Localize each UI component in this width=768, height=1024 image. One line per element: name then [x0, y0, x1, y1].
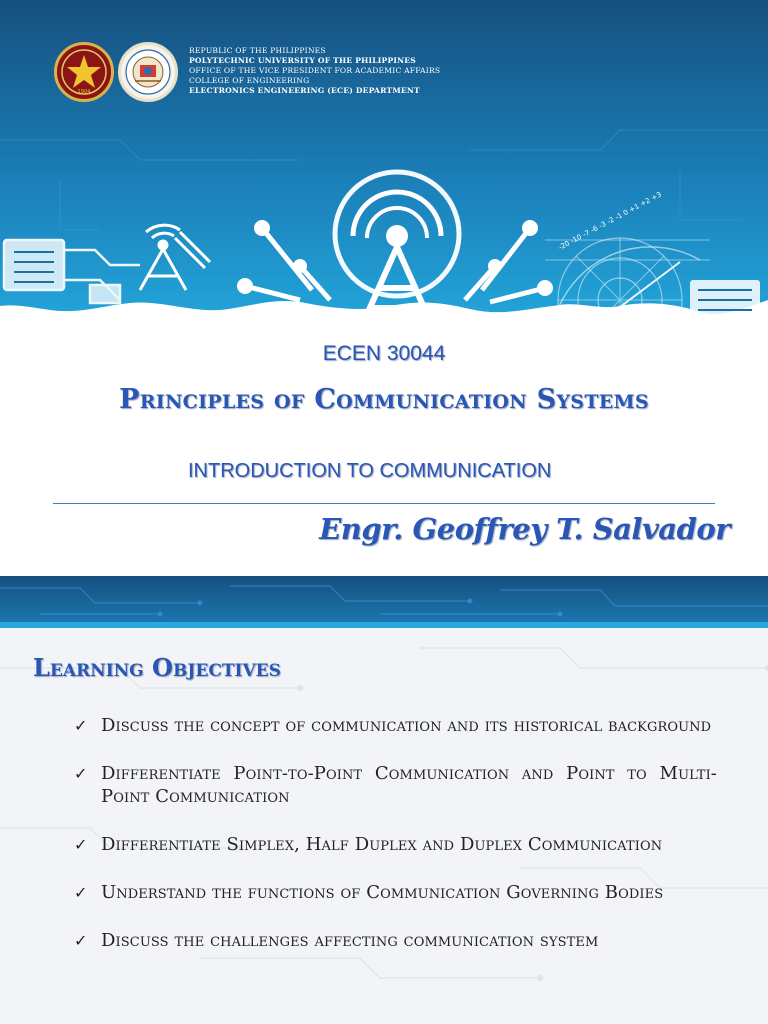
header-line-college: COLLEGE OF ENGINEERING	[189, 76, 310, 85]
checkmark-icon: ✓	[74, 835, 88, 854]
course-code: ECEN 30044	[322, 342, 446, 365]
engineering-college-seal	[118, 42, 178, 102]
objective-text: Understand the functions of Communication Governing Bodies	[101, 882, 664, 903]
objective-text: Discuss the concept of communication and its historical background	[101, 715, 712, 736]
author-name: Engr. Geoffrey T. Salvador	[319, 512, 730, 546]
objective-text: Discuss the challenges affecting communication system	[101, 930, 599, 951]
course-title: Principles of Communication Systems	[119, 384, 649, 415]
pup-seal-year: 1904	[77, 89, 91, 95]
institution-header	[189, 46, 440, 96]
checkmark-icon: ✓	[74, 931, 88, 950]
header-line-university: POLYTECHNIC UNIVERSITY OF THE PHILIPPINES	[189, 56, 416, 65]
slide-header-band	[0, 576, 768, 622]
checkmark-icon: ✓	[74, 883, 88, 902]
objectives-list	[74, 714, 717, 977]
checkmark-icon: ✓	[74, 716, 88, 735]
objectives-slide	[0, 576, 768, 1024]
checkmark-icon: ✓	[74, 764, 88, 783]
objective-item	[74, 714, 717, 737]
objective-item	[74, 762, 717, 808]
header-line-republic: REPUBLIC OF THE PHILIPPINES	[189, 46, 326, 55]
header-line-office: OFFICE OF THE VICE PRESIDENT FOR ACADEMIC AFFAIRS	[189, 66, 441, 75]
objective-text: Differentiate Simplex, Half Duplex and Duplex Communication	[101, 834, 663, 855]
pup-seal	[54, 42, 114, 102]
objective-item	[74, 929, 717, 952]
objective-item	[74, 881, 717, 904]
divider	[53, 503, 715, 504]
objective-text: Differentiate Point-to-Point Communication and Point to Multi-Point Communication	[101, 763, 717, 807]
dial-scale-numbers: -20 -10 -7 -6 -3 -2 -1 0 +1 +2 +3	[557, 190, 663, 252]
objectives-title: Learning Objectives	[33, 653, 281, 682]
header-line-department: ELECTRONICS ENGINEERING (ECE) DEPARTMENT	[189, 86, 420, 95]
objective-item	[74, 833, 717, 856]
lesson-subtitle: INTRODUCTION TO COMMUNICATION	[188, 460, 552, 482]
